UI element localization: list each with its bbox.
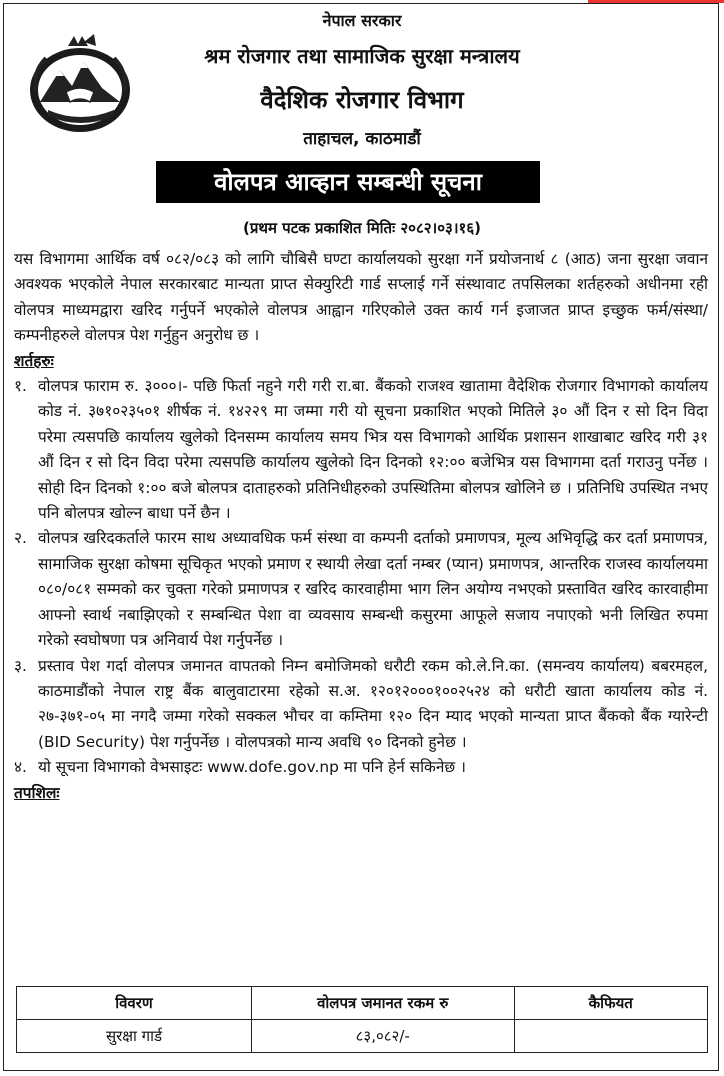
- column-header-remarks: कैफियत: [514, 987, 707, 1020]
- schedule-table: [16, 986, 708, 1053]
- government-name: नेपाल सरकार: [322, 11, 402, 30]
- ministry-name: श्रम रोजगार तथा सामाजिक सुरक्षा मन्त्रालय: [204, 44, 520, 68]
- condition-text: प्रस्ताव पेश गर्दा वोलपत्र जमानत वापतको निम्न बमोजिमको धरौटी रकम को.ले.नि.का. (समन्वय कार्यालय) बबरमहल, काठमाडौंको नेपाल राष्ट्र बैंक बालुवाटारमा रहेको स.अ. १२०१२०००१००२५२४ को धरौटी खाता कार्यालय कोड नं. २७-३७१-०५ मा नगदै जम्मा गरेको सक्कल भौचर वा कम्तिमा १२० दिन म्याद भएको मान्यता प्राप्त बैंकको बैंक ग्यारेन्टी (BID Security) पेश गर्नुपर्नेछ । वोलपत्रको मान्य अवधि ९० दिनको हुनेछ ।: [38, 656, 708, 751]
- department-name: वैदेशिक रोजगार विभाग: [260, 86, 464, 114]
- condition-text: यो सूचना विभागको वेभसाइटः www.dofe.gov.np मा पनि हेर्न सकिनेछ ।: [38, 758, 466, 777]
- schedule-heading: तपशिलः: [14, 783, 60, 802]
- cell-remarks: [514, 1020, 707, 1053]
- condition-number: ४.: [14, 758, 27, 777]
- publication-date: (प्रथम पटक प्रकाशित मितिः २०८२।०३।१६): [243, 219, 481, 237]
- cell-description: सुरक्षा गार्ड: [17, 1020, 252, 1053]
- condition-number: १.: [14, 377, 27, 396]
- condition-text: वोलपत्र फाराम रु. ३०००।- पछि फिर्ता नहुने गरी गरी रा.बा. बैंकको राजश्व खातामा वैदेशिक रोजगार विभागको कार्यालय कोड नं. ३७१०२३५०१ शीर्षक नं. १४२२९ मा जम्मा गरी यो सूचना प्रकाशित भएको मितिले ३० औं दिन र सो दिन विदा परेमा त्यसपछि कार्यालय खुलेको दिनसम्म कार्यालय समय भित्र यस विभागको आर्थिक प्रशासन शाखाबाट खरिद गरी ३१ औं दिन र सो दिन विदा परेमा त्यसपछि कार्यालय खुलेको दिन दिनको १२:०० बजेभित्र यस विभागमा दर्ता गराउनु पर्नेछ । सोही दिन दिनको १:०० बजे बोलपत्र दाताहरुको प्रतिनिधीहरुको उपस्थितिमा बोलपत्र खोलिने छ । प्रतिनिधि उपस्थित नभए पनि बोलपत्र खोल्न बाधा पर्ने छैन ।: [38, 377, 708, 523]
- condition-item: [14, 654, 708, 756]
- notice-title: वोलपत्र आव्हान सम्बन्धी सूचना: [156, 161, 540, 203]
- condition-text: वोलपत्र खरिदकर्ताले फारम साथ अध्यावधिक फर्म संस्था वा कम्पनी दर्ताको प्रमाणपत्र, मूल्य अभिवृद्धि कर दर्ता प्रमाणपत्र, सामाजिक सुरक्षा कोषमा सूचिकृत भएको प्रमाण र स्थायी लेखा दर्ता नम्बर (प्यान) प्रमाणपत्र, आन्तरिक राजस्व कार्यालयमा ०८०/०८१ सम्मको कर चुक्ता गरेको प्रमाणपत्र र खरिद कारवाहीमा भाग लिन अयोग्य नभएको प्रस्तावित खरिद कारवाहीमा आफ्नो स्वार्थ नबाझिएको र सम्बन्धित पेशा वा व्यवसाय सम्बन्धी कसुरमा आफूले सजाय नपाएको भनी लिखित रुपमा गरेको स्वघोषणा पत्र अनिवार्य पेश गर्नुपर्नेछ ।: [38, 529, 708, 650]
- condition-number: ३.: [14, 656, 27, 675]
- table-row: [17, 1020, 708, 1053]
- column-header-description: विवरण: [17, 987, 252, 1020]
- column-header-bid-security: वोलपत्र जमानत रकम रु: [251, 987, 514, 1020]
- intro-paragraph: यस विभागमा आर्थिक वर्ष ०८२/०८३ को लागि चौबिसै घण्टा कार्यालयको सुरक्षा गर्ने प्रयोजनार्थ ८ (आठ) जना सुरक्षा जवान अवश्यक भएकोले नेपाल सरकारबाट मान्यता प्राप्त सेक्युरिटी गार्ड सप्लाई गर्ने संस्थावाट तपसिलका शर्तहरुको अधीनमा रही वोलपत्र माध्यमद्वारा खरिद गर्नुपर्ने भएकोले वोलपत्र आह्वान गरिएकोले उक्त कार्य गर्न इजाजत प्राप्त इच्छुक फर्म/संस्था/कम्पनीहरुले वोलपत्र पेश गर्नुहुन अनुरोध छ ।: [14, 250, 708, 345]
- cell-bid-security-amount: ८३,०८२/-: [251, 1020, 514, 1053]
- notice-body: [14, 247, 708, 806]
- condition-item: [14, 526, 708, 653]
- condition-item: [14, 755, 708, 780]
- table-header-row: [17, 987, 708, 1020]
- condition-number: २.: [14, 529, 27, 548]
- office-location: ताहाचल, काठमाडौं: [303, 129, 421, 149]
- condition-item: [14, 374, 708, 526]
- conditions-heading: शर्तहरुः: [14, 351, 54, 370]
